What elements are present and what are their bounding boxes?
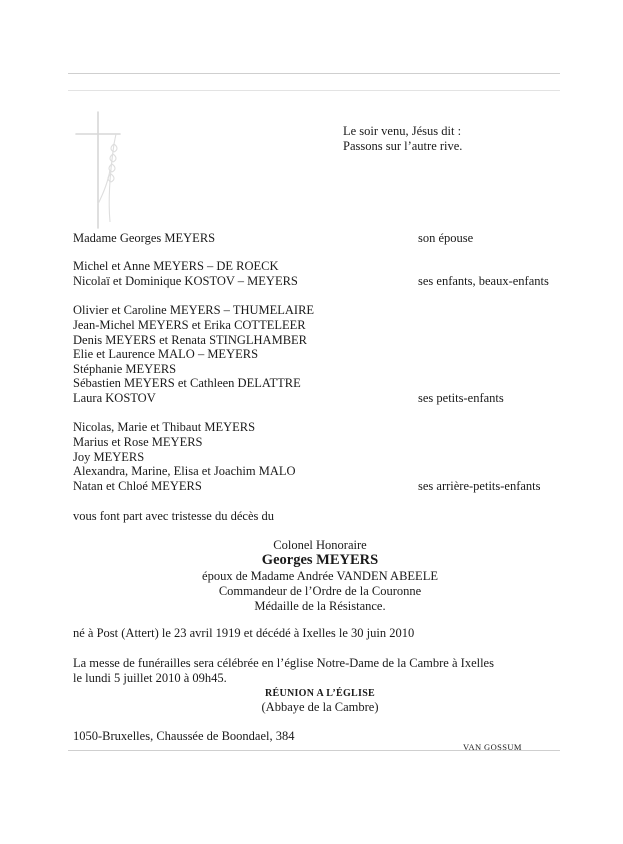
- great-grandchild-name: Joy MEYERS: [73, 450, 145, 464]
- top-rule-secondary: [68, 90, 560, 91]
- great-grandchild-name: Marius et Rose MEYERS: [73, 435, 203, 449]
- great-grandchild-name: Nicolas, Marie et Thibaut MEYERS: [73, 420, 256, 434]
- deceased-honour-line: Commandeur de l’Ordre de la Couronne: [218, 584, 422, 598]
- mass-line-1: La messe de funérailles sera célébrée en l’église Notre-Dame de la Cambre à Ixelles: [73, 656, 494, 670]
- deceased-spouse-line: époux de Madame Andrée VANDEN ABEELE: [202, 569, 438, 583]
- top-rule: [68, 73, 560, 74]
- grandchild-name: Jean-Michel MEYERS et Erika COTTELEER: [73, 318, 306, 332]
- birth-death: né à Post (Attert) le 23 avril 1919 et décédé à Ixelles le 30 juin 2010: [73, 626, 415, 640]
- great-grandchild-name: Alexandra, Marine, Elisa et Joachim MALO: [73, 464, 296, 478]
- child-name: Michel et Anne MEYERS – DE ROECK: [73, 259, 279, 273]
- printer-name: VAN GOSSUM: [463, 742, 522, 752]
- cross-with-wheat-icon: [74, 110, 138, 230]
- child-name: Nicolaï et Dominique KOSTOV – MEYERS: [73, 274, 298, 288]
- grandchild-name: Stéphanie MEYERS: [73, 362, 177, 376]
- great-grandchild-name: Natan et Chloé MEYERS: [73, 479, 202, 493]
- grandchild-name: Denis MEYERS et Renata STINGLHAMBER: [73, 333, 308, 347]
- verse-line-2: Passons sur l’autre rive.: [343, 139, 463, 153]
- great-grandchildren-role: ses arrière-petits-enfants: [418, 479, 541, 493]
- address: 1050-Bruxelles, Chaussée de Boondael, 384: [73, 729, 295, 743]
- deceased-medal-line: Médaille de la Résistance.: [254, 599, 386, 613]
- deceased-rank: Colonel Honoraire: [273, 538, 367, 552]
- spouse-name: Madame Georges MEYERS: [73, 231, 216, 245]
- grandchildren-role: ses petits-enfants: [418, 391, 504, 405]
- spouse-role: son épouse: [418, 231, 474, 245]
- grandchild-name: Elie et Laurence MALO – MEYERS: [73, 347, 259, 361]
- verse-line-1: Le soir venu, Jésus dit :: [343, 124, 462, 138]
- reunion-place: (Abbaye de la Cambre): [261, 700, 379, 714]
- bottom-rule: [68, 750, 560, 751]
- grandchild-name: Olivier et Caroline MEYERS – THUMELAIRE: [73, 303, 315, 317]
- announcement: vous font part avec tristesse du décès du: [73, 509, 274, 523]
- mass-line-2: le lundi 5 juillet 2010 à 09h45.: [73, 671, 227, 685]
- grandchild-name: Laura KOSTOV: [73, 391, 156, 405]
- children-role: ses enfants, beaux-enfants: [418, 274, 549, 288]
- deceased-name: Georges MEYERS: [261, 552, 379, 568]
- reunion-title: RÉUNION A L’ÉGLISE: [264, 688, 376, 699]
- grandchild-name: Sébastien MEYERS et Cathleen DELATTRE: [73, 376, 301, 390]
